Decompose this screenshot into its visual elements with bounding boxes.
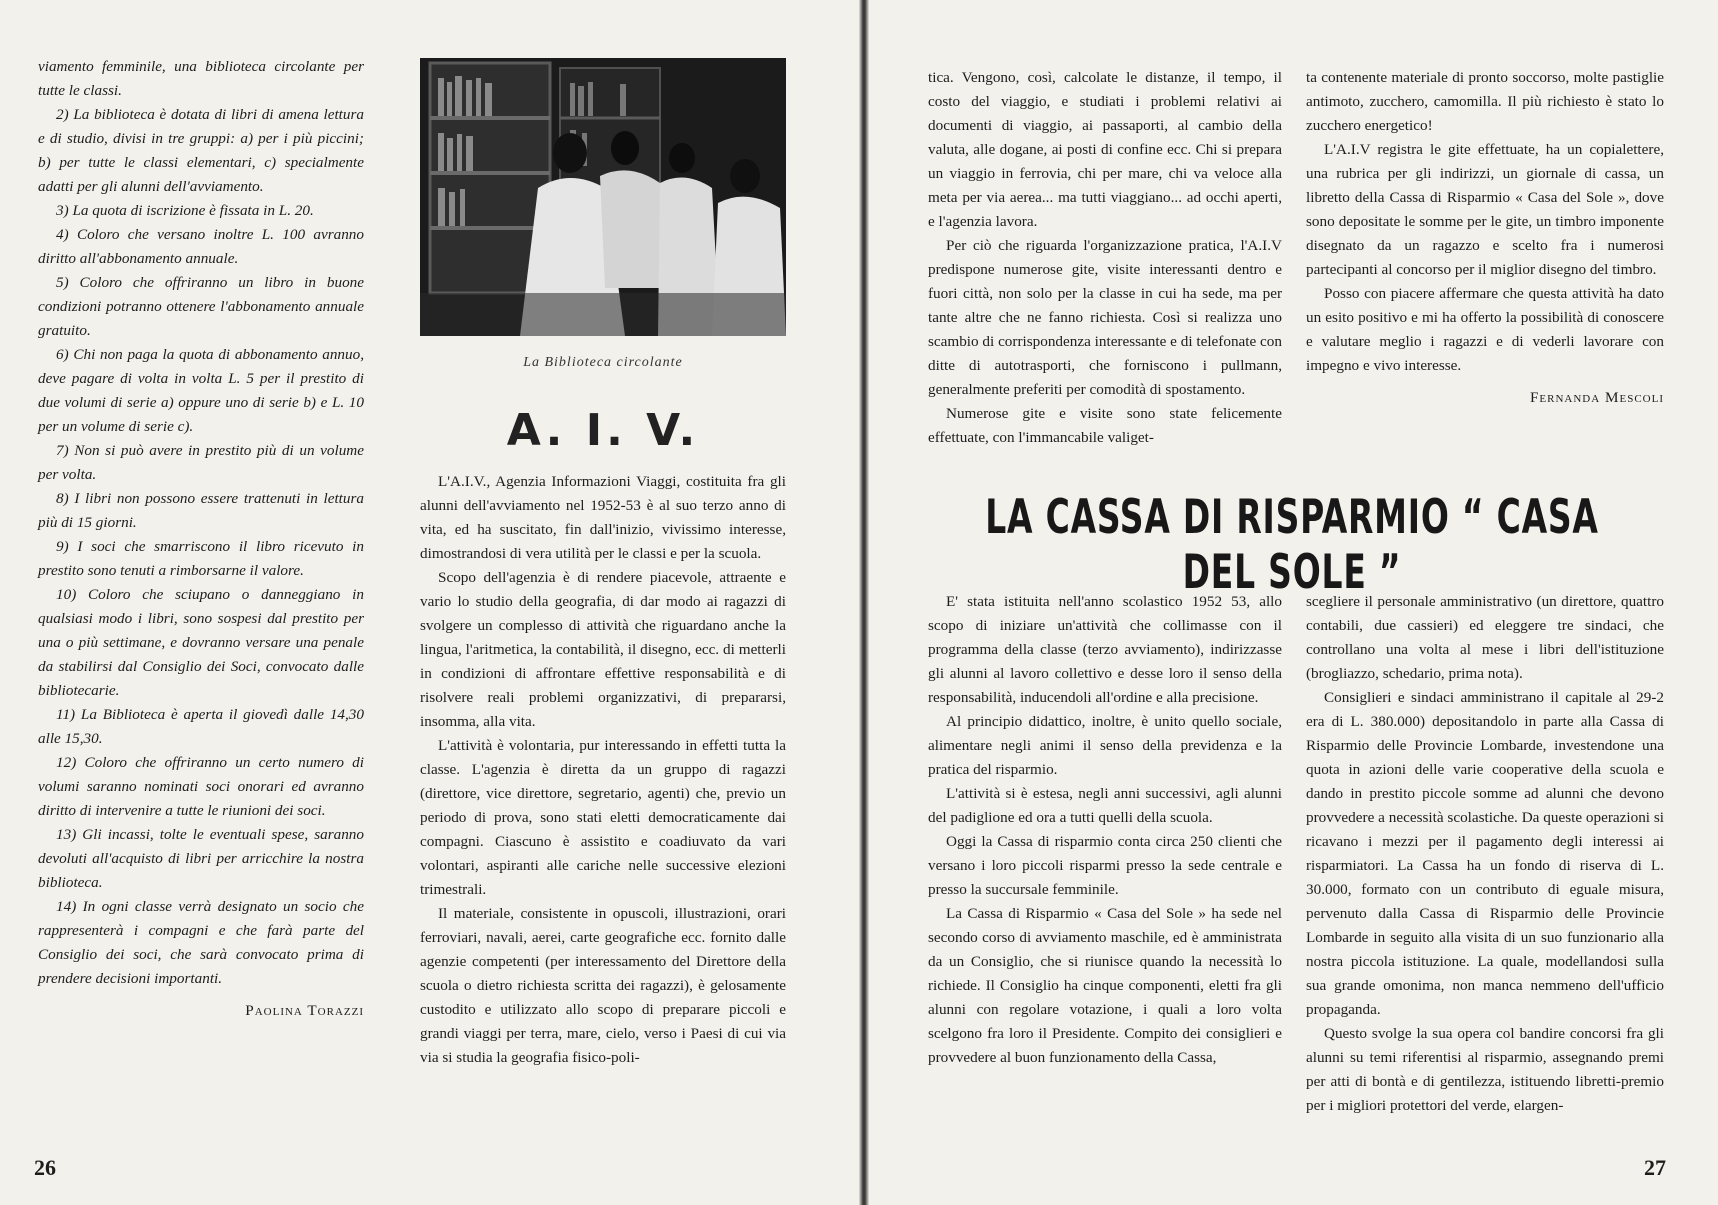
paragraph: Posso con piacere affermare che questa attività ha dato un esito positivo e mi ha offerto la possibilità di conoscere e valutare meglio i ragazzi e di vederli lavorare con impegno e vivo interesse. [1306,285,1664,374]
paragraph: 10) Coloro che sciupano o danneggiano in qualsiasi modo i libri, sono sospesi dal prestito per una o più settimane, e dovranno versare una penale da stabilirsi dal Consiglio dei Soci, convocato dalle bibliotecarie. [38,586,364,699]
paragraph: 14) In ogni classe verrà designato un socio che rappresenterà i compagni e che farà parte del Consiglio dei soci, che sarà convocato prima di prendere decisioni importanti. [38,898,364,987]
paragraph: Al principio didattico, inoltre, è unito quello sociale, alimentare negli animi il senso della previdenza e la pratica del risparmio. [928,713,1282,778]
paragraph: L'A.I.V., Agenzia Informazioni Viaggi, costituita fra gli alunni dell'avviamento nel 1952-53 è al suo terzo anno di vita, ed ha suscitato, fin dall'inizio, vivissimo interesse, dimostrandosi di vera utilità per le classi e per la scuola. [420,473,786,562]
paragraph: Scopo dell'agenzia è di rendere piacevole, attraente e vario lo studio della geografia, di dar modo ai ragazzi di svolgere un complesso di attività che riguardano anche la lingua, l'aritmetica, la contabilità, il disegno, ecc. di metterli in condizioni di affrontare effettive responsabilità e di risolvere reali problemi organizzativi, di prepararsi, insomma, alla vita. [420,569,786,730]
aiv-title: A. I. V. [506,405,700,456]
paragraph: viamento femminile, una biblioteca circolante per tutte le classi. [38,58,364,99]
paragraph: L'A.I.V registra le gite effettuate, ha un copialettere, una rubrica per gli indirizzi, un giornale di cassa, un libretto della Cassa di Risparmio « Casa del Sole », dove sono depositate le somme per le gite, un timbro imponente disegnato da un ragazzo e scelto fra i numerosi partecipanti al concorso per il miglior disegno del timbro. [1306,141,1664,278]
paragraph: 6) Chi non paga la quota di abbonamento annuo, deve pagare di volta in volta L. 5 per il prestito di due volumi di serie a) oppure uno di serie b) e L. 10 per un volume di serie c). [38,346,364,435]
paragraph: ta contenente materiale di pronto soccorso, molte pastiglie antimoto, zucchero, camomilla. Il più richiesto è stato lo zucchero energetico! [1306,69,1664,134]
author-signature: Paolina Torazzi [245,1002,364,1019]
library-rules-column [38,55,364,1023]
paragraph: 11) La Biblioteca è aperta il giovedì dalle 14,30 alle 15,30. [38,706,364,747]
aiv-continued-column-1 [928,66,1282,450]
aiv-continued-column-2 [1306,66,1664,410]
paragraph: 13) Gli incassi, tolte le eventuali spese, saranno devoluti all'acquisto di libri per arricchire la nostra biblioteca. [38,826,364,891]
paragraph: Consiglieri e sindaci amministrano il capitale al 29-2 era di L. 380.000) depositandolo in parte alla Cassa di Risparmio delle Provincie Lombarde, investendone una quota in azioni delle varie cooperative della scuola e dando in prestito piccole somme ad alunni che devono provvedere a necessità scolastiche. Da queste operazioni si ricavano i mezzi per il pagamento degli interessi ai risparmiatori. La Cassa ha un fondo di riserva di L. 30.000, formato con un contributo di eguale misura, pervenuto dalla Cassa di Risparmio delle Provincie Lombarde in seguito alla visita di un suo funzionario alla nostra piccola istituzione. La quale, modellandosi sulla sua grande omonima, non manca nemmeno dell'ufficio propaganda. [1306,689,1664,1018]
paragraph: 7) Non si può avere in prestito più di un volume per volta. [38,442,364,483]
paragraph: 2) La biblioteca è dotata di libri di amena lettura e di studio, divisi in tre gruppi: a) per i più piccini; b) per tutte le classi elementari, c) specialmente adatti per gli alunni dell'avviamento. [38,106,364,195]
photo-caption: La Biblioteca circolante [523,355,683,370]
page-number-left: 26 [34,1155,56,1180]
page-number-right: 27 [1644,1155,1666,1180]
paragraph: 5) Coloro che offriranno un libro in buone condizioni potranno ottenere l'abbonamento annuale gratuito. [38,274,364,339]
paragraph: L'attività si è estesa, negli anni successivi, agli alunni del padiglione ed ora a tutti quelli della scuola. [928,785,1282,826]
paragraph: tica. Vengono, così, calcolate le distanze, il tempo, il costo del viaggio, e studiati i problemi relativi ai documenti di viaggio, ai passaporti, al cambio della valuta, alle dogane, ai posti di confine ecc. Chi si prepara un viaggio in ferrovia, chi per mare, chi va veloce alla meta per via aerea... ma tutti viaggiano... ad occhi aperti, e l'agenzia lavora. [928,69,1282,230]
paragraph: Il materiale, consistente in opuscoli, illustrazioni, orari ferroviari, navali, aerei, carte geografiche ecc. fornito dalle agenzie competenti (per interessamento del Direttore della scuola o dietro richiesta scritta dei ragazzi), è gelosamente custodito e utilizzato allo scopo di preparare piccoli e grandi viaggi per terra, mare, cielo, verso i Paesi di cui via via si studia la geografia fisico-poli- [420,905,786,1066]
paragraph: 8) I libri non possono essere trattenuti in lettura più di 15 giorni. [38,490,364,531]
paragraph: 9) I soci che smarriscono il libro ricevuto in prestito sono tenuti a rimborsarne il valore. [38,538,364,579]
paragraph: Oggi la Cassa di risparmio conta circa 250 clienti che versano i loro piccoli risparmi presso la sede centrale e presso la succursale femminile. [928,833,1282,898]
paragraph: Numerose gite e visite sono state felicemente effettuate, con l'immancabile valiget- [928,405,1282,446]
paragraph: La Cassa di Risparmio « Casa del Sole » ha sede nel secondo corso di avviamento maschile, ed è amministrata da un Consiglio, che si riunisce quando la necessità lo richiede. Il Consiglio ha cinque componenti, eletti fra gli alunni con regolare votazione, i quali a loro volta scelgono fra loro il Presidente. Compito dei consiglieri e provvedere al buon funzionamento della Cassa, [928,905,1282,1066]
paragraph: 3) La quota di iscrizione è fissata in L. 20. [56,202,314,219]
author-signature: Fernanda Mescoli [1529,389,1664,406]
paragraph: E' stata istituita nell'anno scolastico 1952 53, allo scopo di iniziare un'attività che collimasse con il programma della classe (terzo avviamento), indirizzasse gli alunni al lavoro collettivo e desse loro il senso della responsabilità, inducendoli all'ordine e alla precisione. [928,593,1282,706]
book-gutter [859,0,869,1205]
paragraph: 4) Coloro che versano inoltre L. 100 avranno diritto all'abbonamento annuale. [38,226,364,267]
cassa-article-column-2 [1306,590,1664,1118]
library-photo [420,58,786,336]
paragraph: scegliere il personale amministrativo (un direttore, quattro contabili, due cassieri) ed eleggere tre sindaci, che controllano una volta al mese i libri dell'istituzione (brogliazzo, schedario, prima nota). [1306,593,1664,682]
cassa-article-column-1 [928,590,1282,1070]
paragraph: L'attività è volontaria, pur interessando in effetti tutta la classe. L'agenzia è diretta da un gruppo di ragazzi (direttore, vice direttore, segretario, agenti) che, previo un periodo di prova, sono stati eletti democraticamente dai compagni. Ciascuno è assistito e coadiuvato da vari volontari, aspiranti alle cariche nelle successive elezioni trimestrali. [420,737,786,898]
library-photo-image [420,58,786,336]
paragraph: Questo svolge la sua opera col bandire concorsi fra gli alunni su temi riferentisi al risparmio, assegnando premi per atti di bontà e di gentilezza, istituendo libretti-premio per i migliori protettori del verde, elargen- [1306,1025,1664,1114]
cassa-title: LA CASSA DI RISPARMIO “ CASA DEL SOLE ” [985,490,1599,600]
aiv-article-column [420,470,786,1070]
paragraph: 12) Coloro che offriranno un certo numero di volumi saranno nominati soci onorari ed avranno diritto di intervenire a tutte le riunioni dei soci. [38,754,364,819]
paragraph: Per ciò che riguarda l'organizzazione pratica, l'A.I.V predispone numerose gite, visite interessanti dentro e fuori città, non solo per la classe in cui ha sede, ma per tante altre che ne fanno richiesta. Così si realizza uno scambio di corrispondenza interessante e di telefonate con ditte di autotrasporti, che forniscono i pullmann, generalmente preferiti per comodità di spostamento. [928,237,1282,398]
